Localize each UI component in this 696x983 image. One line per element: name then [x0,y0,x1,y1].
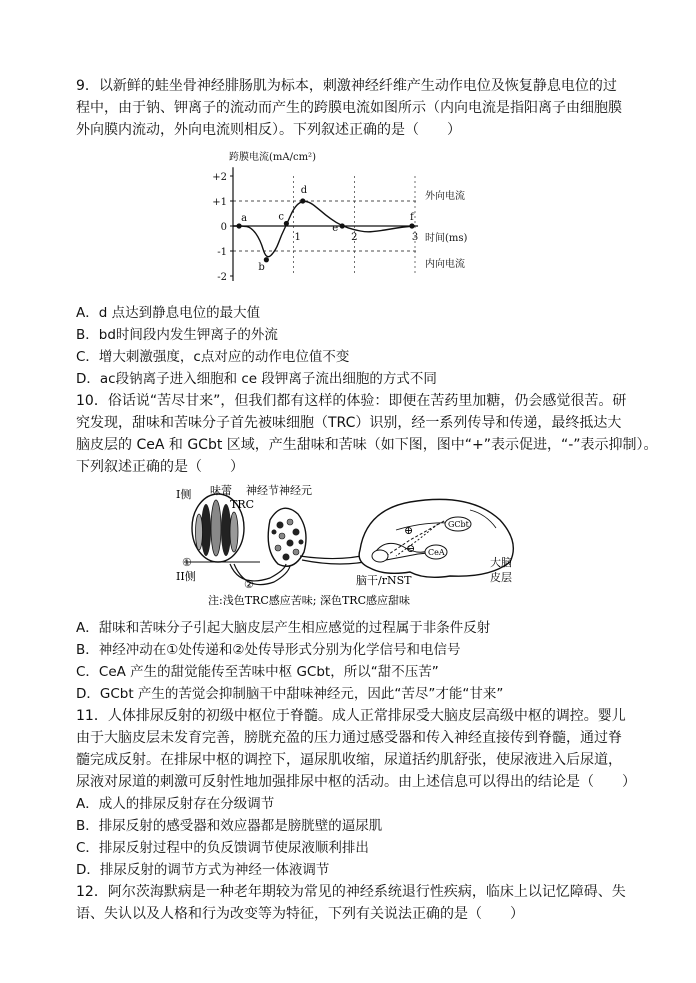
side-1-label: I侧 [176,488,192,501]
plus-symbol: ⊕ [404,524,414,537]
point-label-d: d [300,185,308,196]
inward-current-label: 内向电流 [425,259,465,270]
cortex-label-1: 大脑 [490,556,512,569]
q9-line-3: 外向膜内流动，外向电流则相反）。下列叙述正确的是（ ） [76,122,461,138]
point-c [284,221,289,226]
q9-line-1: 9．以新鲜的蛙坐骨神经腓肠肌为标本，刺激神经纤维产生动作电位及恢复静息电位的过 [76,78,617,94]
q10-line-3: 脑皮层的 CeA 和 GCbt 区域，产生甜味和苦味（如下图，图中“+”表示促进，“-”表示抑制）。 [76,437,658,453]
q11-line-1: 11．人体排尿反射的初级中枢位于脊髓。成人正常排尿受大脑皮层高级中枢的调控。婴儿 [76,708,626,724]
point-label-f: f [409,212,414,223]
x-tick-label: 3 [411,232,419,243]
q10-option-b: B．神经冲动在①处传递和②处传导形式分别为化学信号和电信号 [76,642,461,658]
minus-symbol: ⊖ [406,542,416,555]
point-label-c: c [278,211,284,223]
q10-line-2: 究发现，甜味和苦味分子首先被味细胞（TRC）识别，经一系列传导和传递，最终抵达大 [76,415,622,431]
circle-1-label: ① [182,556,192,569]
q11-line-3: 髓完成反射。在排尿中枢的调控下，逼尿肌收缩，尿道括约肌舒张，使尿液进入后尿道， [76,752,622,768]
x-tick-label: 2 [351,232,358,243]
q11-option-b: B．排尿反射的感受器和效应器都是膀胱壁的逼尿肌 [76,818,383,834]
figure-note: 注:浅色TRC感应苦味; 深色TRC感应甜味 [208,594,410,607]
q10-option-a: A．甜味和苦味分子引起大脑皮层产生相应感觉的过程属于非条件反射 [76,620,491,636]
q11-option-c: C．排尿反射过程中的负反馈调节使尿液顺利排出 [76,840,369,856]
trc-label: TRC [230,498,255,511]
q9-option-b: B．bd时间段内发生钾离子的外流 [76,327,278,343]
q9-option-a: A．d 点达到静息电位的最大值 [76,305,261,321]
y-tick-label: -1 [217,247,227,258]
cortex-label-2: 皮层 [490,571,512,584]
point-d [300,198,305,203]
q10-line-1: 10．俗话说“苦尽甘来”，但我们都有这样的体验：即便在苦药里加糖，仍会感觉很苦。研 [76,393,627,409]
point-label-e: e [332,223,339,234]
q9-line-2: 程中，由于钠、钾离子的流动而产生的跨膜电流如图所示（内向电流是指阳离子由细胞膜 [76,100,622,116]
x-axis-title: 时间(ms) [425,233,468,244]
cea-label: CeA [428,548,445,557]
q9-option-c: C．增大刺激强度，c点对应的动作电位值不变 [76,349,350,365]
taste-bud-label: 味蕾 [210,484,232,497]
y-axis-title: 跨膜电流(mA/cm²) [229,151,316,163]
current-curve [233,201,415,256]
x-tick-label: 1 [294,232,301,243]
q11-line-4: 尿液对尿道的刺激可反射性地加强排尿中枢的活动。由上述信息可以得出的结论是（ ） [76,774,636,790]
y-tick-label: +2 [212,172,227,183]
q12-line-1: 12．阿尔茨海默病是一种老年期较为常见的神经系统退行性疾病，临床上以记忆障碍、失 [76,884,626,900]
membrane-current-chart [205,146,495,296]
circle-2-label: ② [244,578,254,591]
q11-option-a: A．成人的排尿反射存在分级调节 [76,796,275,812]
q11-option-d: D．排尿反射的调节方式为神经一体液调节 [76,862,330,878]
q10-option-c: C．CeA 产生的甜觉能传至苦味中枢 GCbt，所以“甜不压苦” [76,664,439,680]
side-2-label: II侧 [176,570,196,583]
ganglion-illustration [268,508,306,566]
y-tick-label: 0 [220,222,227,233]
q10-option-d: D．GCbt 产生的苦觉会抑制脑干中甜味神经元，因此“苦尽”才能“甘来” [76,686,504,702]
outward-current-label: 外向电流 [425,191,465,202]
point-label-b: b [258,261,265,273]
point-e [340,223,345,228]
point-a [236,223,241,228]
q12-line-2: 语、失认以及人格和行为改变等为特征，下列有关说法正确的是（ ） [76,906,524,922]
y-tick-label: -2 [217,272,227,283]
q10-line-4: 下列叙述正确的是（ ） [76,459,244,475]
gcbt-label: GCbt [448,520,469,529]
point-label-a: a [241,213,248,224]
ganglion-label: 神经节神经元 [246,484,312,497]
taste-pathway-figure [170,480,530,612]
q11-line-2: 由于大脑皮层未发育完善，膀胱充盈的压力通过感受器和传入神经直接传到脊髓，通过脊 [76,730,622,746]
brainstem-label: 脑干/rNST [356,574,412,587]
point-f [409,223,414,228]
y-tick-label: +1 [212,197,227,208]
q9-option-d: D．ac段钠离子进入细胞和 ce 段钾离子流出细胞的方式不同 [76,371,437,387]
